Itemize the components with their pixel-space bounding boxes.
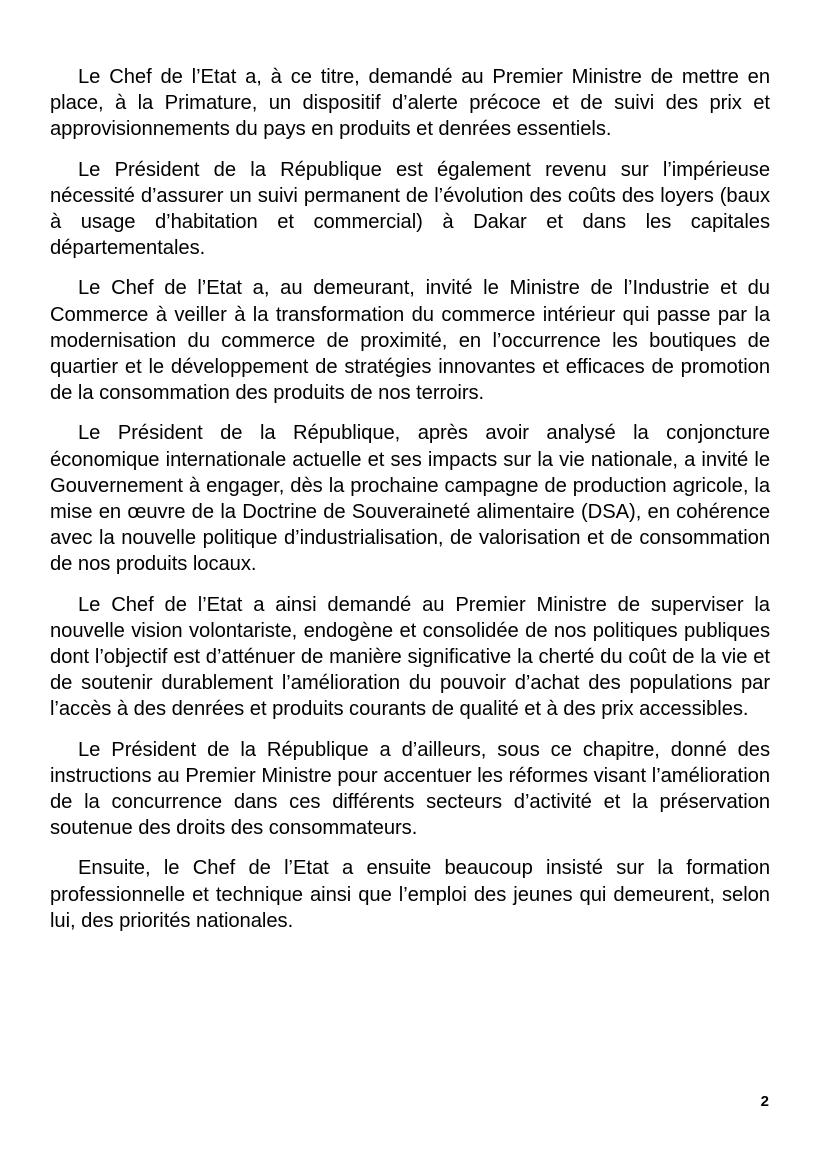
- paragraph: Le Président de la République est également revenu sur l’impérieuse nécessité d’assurer un suivi permanent de l’évolution des coûts des loyers (baux à usage d’habitation et commercial) à Dakar et dans les capitales départementales.: [50, 158, 770, 260]
- paragraph: Le Président de la République a d’ailleurs, sous ce chapitre, donné des instructions au Premier Ministre pour accentuer les réformes visant l’amélioration de la concurrence dans ces différents secteurs d’activité et la préservation soutenue des droits des consommateurs.: [50, 738, 770, 840]
- paragraph: Le Président de la République, après avoir analysé la conjoncture économique internationale actuelle et ses impacts sur la vie nationale, a invité le Gouvernement à engager, dès la prochaine campagne de production agricole, la mise en œuvre de la Doctrine de Souveraineté alimentaire (DSA), en cohérence avec la nouvelle politique d’industrialisation, de valorisation et de consommation de nos produits locaux.: [50, 422, 770, 576]
- paragraph: Le Chef de l’Etat a, à ce titre, demandé au Premier Ministre de mettre en place, à la Primature, un dispositif d’alerte précoce et de suivi des prix et approvisionnements du pays en produits et denrées essentiels.: [50, 66, 770, 141]
- page-number: 2: [760, 1093, 769, 1110]
- paragraph: Le Chef de l’Etat a ainsi demandé au Premier Ministre de superviser la nouvelle vision volontariste, endogène et consolidée de nos politiques publiques dont l’objectif est d’atténuer de manière significative la cherté du coût de la vie et de soutenir durablement l’amélioration du pouvoir d’achat des populations par l’accès à des denrées et produits courants de qualité et à des prix accessibles.: [50, 593, 770, 721]
- document-body: [50, 64, 770, 934]
- paragraph: Ensuite, le Chef de l’Etat a ensuite beaucoup insisté sur la formation professionnelle et technique ainsi que l’emploi des jeunes qui demeurent, selon lui, des priorités nationales.: [50, 857, 770, 932]
- paragraph: Le Chef de l’Etat a, au demeurant, invité le Ministre de l’Industrie et du Commerce à veiller à la transformation du commerce intérieur qui passe par la modernisation du commerce de proximité, en l’occurrence les boutiques de quartier et le développement de stratégies innovantes et efficaces de promotion de la consommation des produits de nos terroirs.: [50, 277, 770, 405]
